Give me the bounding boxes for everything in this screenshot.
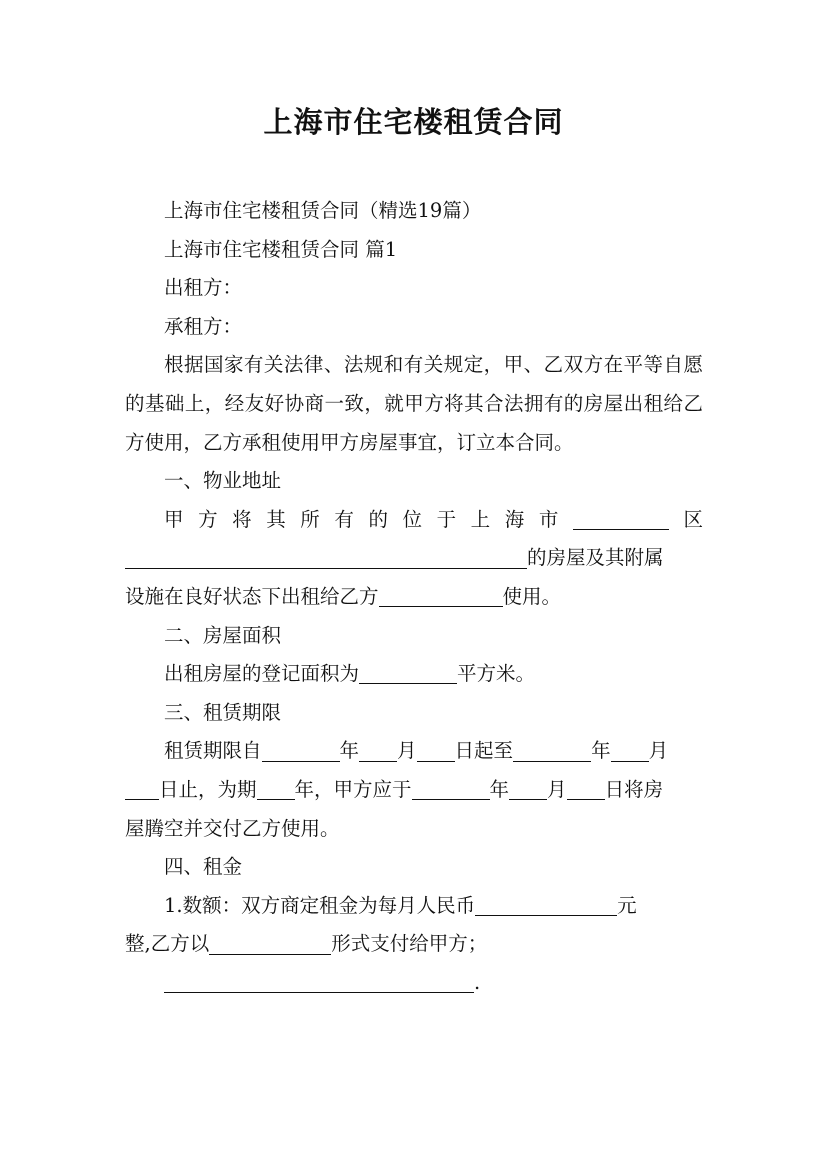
usage-blank [379,586,503,607]
end-month-blank [611,740,649,761]
area-blank [359,663,457,684]
rent-amount-blank [475,895,617,916]
start-year-blank [262,740,340,761]
rent-line-3 [125,964,703,1003]
term-year-label: 年 [339,739,360,763]
payment-method-blank [209,933,331,954]
area-text-a: 出租房屋的登记面积为 [164,662,360,686]
address-text-a: 甲方将其所有的位于上海市 [164,507,573,531]
handover-day-label: 日将房 [604,777,664,801]
section-heading-term: 三、租赁期限 [164,700,282,724]
lessor-label: 出租方： [164,276,243,300]
rent-text-d: 形式支付给甲方； [331,932,488,956]
rent-line-1 [125,887,703,926]
chapter-heading: 上海市住宅楼租赁合同 篇1 [164,237,398,261]
subtitle-paragraph: 上海市住宅楼租赁合同（精选19篇） [164,199,482,222]
rent-text-e: . [474,970,481,994]
term-month-label: 月 [397,739,417,763]
duration-blank [257,779,295,800]
address-line-3 [125,578,703,617]
rent-line-2 [125,925,703,964]
district-blank [573,509,669,530]
handover-year-label: 年 [489,777,510,801]
section-heading-address: 一、物业地址 [164,469,282,493]
handover-day-blank [567,779,605,800]
street-blank [125,547,527,568]
document-body [125,192,703,1002]
document-title: 上海市住宅楼租赁合同 [263,105,564,139]
start-day-blank [417,740,455,761]
term-end-year-label: 年 [591,739,611,763]
term-line-1 [125,732,703,771]
term-line-3: 屋腾空并交付乙方使用。 [125,816,340,840]
lessee-label: 承租方： [164,314,243,338]
handover-year-blank [412,779,490,800]
address-text-e: 使用。 [502,584,562,608]
address-text-c: 的房屋及其附属 [527,546,664,570]
rent-text-a: 1.数额：双方商定租金为每月人民币 [164,893,476,917]
section-heading-area: 二、房屋面积 [164,623,282,647]
address-text-d: 设施在良好状态下出租给乙方 [125,584,379,608]
handover-month-blank [509,779,547,800]
section-heading-rent: 四、租金 [164,855,243,879]
area-text-b: 平方米。 [457,662,536,686]
rent-text-c: 整,乙方以 [125,932,210,956]
term-text-c-year: 年，甲方应于 [294,777,412,801]
rent-extra-blank [164,972,474,993]
rent-text-b: 元 [617,893,637,917]
preamble-paragraph: 根据国家有关法律、法规和有关规定，甲、乙双方在平等自愿的基础上，经友好协商一致，就甲方将其合法拥有的房屋出租给乙方使用，乙方承租使用甲方房屋事宜，订立本合同。 [125,353,703,454]
term-end-month-label: 月 [648,739,669,763]
term-day-label: 日起至 [454,739,514,763]
handover-month-label: 月 [547,777,567,801]
term-line-2 [125,771,703,810]
address-text-b: 区 [668,507,703,531]
area-line [125,655,703,694]
address-line-2 [125,539,703,578]
start-month-blank [359,740,397,761]
term-text-a: 租赁期限自 [164,739,262,763]
end-year-blank [513,740,591,761]
term-text-c: 日止，为期 [159,777,257,801]
address-line-1 [125,501,703,540]
end-day-blank [125,779,159,800]
